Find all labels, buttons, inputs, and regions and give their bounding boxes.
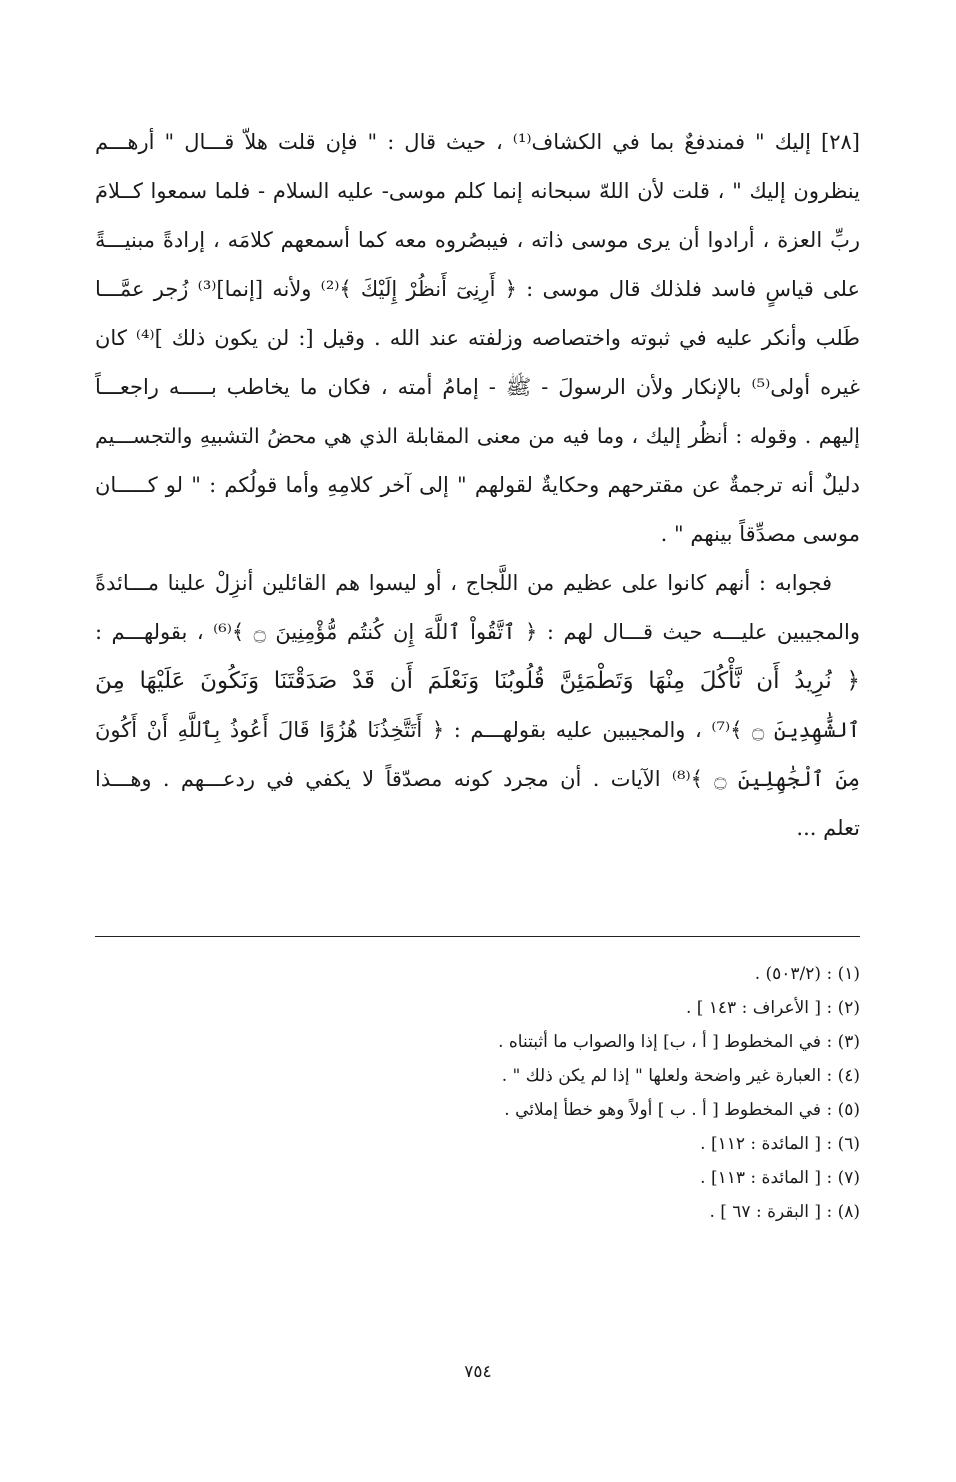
footnote-separator bbox=[95, 936, 860, 937]
footnote: (٣) : في المخطوط [ أ ، ب] إذا والصواب ما أثبتناه . bbox=[498, 1032, 860, 1052]
footnote: (٨) : [ البقرة : ٦٧ ] . bbox=[709, 1202, 860, 1222]
body-line: [٢٨] إليك " فمندفعٌ بما في الكشاف⁽¹⁾ ، حيث قال : " فإن قلت هلاّ قـــال " أرهـــم bbox=[95, 130, 860, 154]
body-line: والمجيبين عليـــه حيث قـــال لهم : ﴿ ٱتَّقُواْ ٱللَّهَ إِن كُنتُم مُّؤْمِنِينَ ۝ ﴾⁽⁶⁾ ، بقولهـــم : bbox=[95, 620, 860, 644]
footnote: (٧) : [ المائدة : ١١٣] . bbox=[700, 1168, 860, 1188]
body-line: ربِّ العزة ، أرادوا أن يرى موسى ذاته ، فيبصُروه معه كما أسمعهم كلامَه ، إرادةً مبنيـــةً bbox=[95, 228, 860, 252]
body-line: تعلم ... bbox=[796, 816, 860, 840]
footnote: (١) : (٥٠٣/٢) . bbox=[754, 964, 860, 984]
footnote: (٤) : العبارة غير واضحة ولعلها " إذا لم يكن ذلك " . bbox=[501, 1066, 860, 1086]
body-line: طَلب وأنكر عليه في ثبوته واختصاصه وزلفته عند الله . وقيل [: لن يكون ذلك ]⁽⁴⁾ كان bbox=[95, 326, 860, 350]
quran-verse-line: ﴿ نُرِيدُ أَن نَّأْكُلَ مِنْهَا وَتَطْمَئِنَّ قُلُوبُنَا وَنَعْلَمَ أَن قَدْ صَدَقْتَنَا وَنَكُونَ عَلَيْهَا مِنَ bbox=[95, 668, 860, 694]
footnote: (٢) : [ الأعراف : ١٤٣ ] . bbox=[685, 998, 860, 1018]
footnote: (٦) : [ المائدة : ١١٢] . bbox=[700, 1134, 860, 1154]
body-line: موسى مصدِّقاً بينهم " . bbox=[660, 522, 860, 546]
body-line: إليهم . وقوله : أنظُر إليك ، وما فيه من معنى المقابلة الذي هي محضُ التشبيهِ والتجســـيم bbox=[95, 424, 860, 448]
body-line: ٱلشَّٰهِدِينَ ۝ ﴾⁽⁷⁾ ، والمجيبين عليه بقولهـــم : ﴿ أَتَتَّخِذُنَا هُزُوًا قَالَ أَعُوذُ بِٱللَّهِ أَنْ أَكُونَ bbox=[95, 718, 860, 742]
body-line: ينظرون إليك " ، قلت لأن اللهّ سبحانه إنما كلم موسى- عليه السلام - فلما سمعوا كــلامَ bbox=[95, 179, 860, 203]
main-text bbox=[95, 118, 860, 853]
body-line: غيره أولى⁽⁵⁾ بالإنكار ولأن الرسولَ - ﷺ - إمامُ أمته ، فكان ما يخاطب بـــــه راجعـــاً bbox=[95, 375, 860, 399]
page-number: ٧٥٤ bbox=[464, 1362, 492, 1382]
footnote: (٥) : في المخطوط [ أ . ب ] أولاً وهو خطأ إملائي . bbox=[504, 1100, 860, 1120]
footnotes bbox=[95, 957, 860, 1229]
body-line: دليلٌ أنه ترجمةٌ عن مقترحهم وحكايةٌ لقولهم " إلى آخر كلامِهِ وأما قولُكم : " لو كـــــان bbox=[95, 473, 860, 497]
body-line: مِنَ ٱلْجَٰهِلِينَ ۝ ﴾⁽⁸⁾ الآيات . أن مجرد كونه مصدّقاً لا يكفي في ردعـــهم . وهـــذا bbox=[95, 767, 860, 791]
body-line: فجوابه : أنهم كانوا على عظيم من اللَّجاج ، أو ليسوا هم القائلين أنزِلْ علينا مـــائدةً bbox=[95, 571, 832, 595]
body-line: على قياسٍ فاسد فلذلك قال موسى : ﴿ أَرِنِىٓ أَنظُرْ إِلَيْكَ ﴾⁽²⁾ ولأنه [إنما]⁽³⁾ زُجر عمَّـــا bbox=[95, 277, 860, 301]
